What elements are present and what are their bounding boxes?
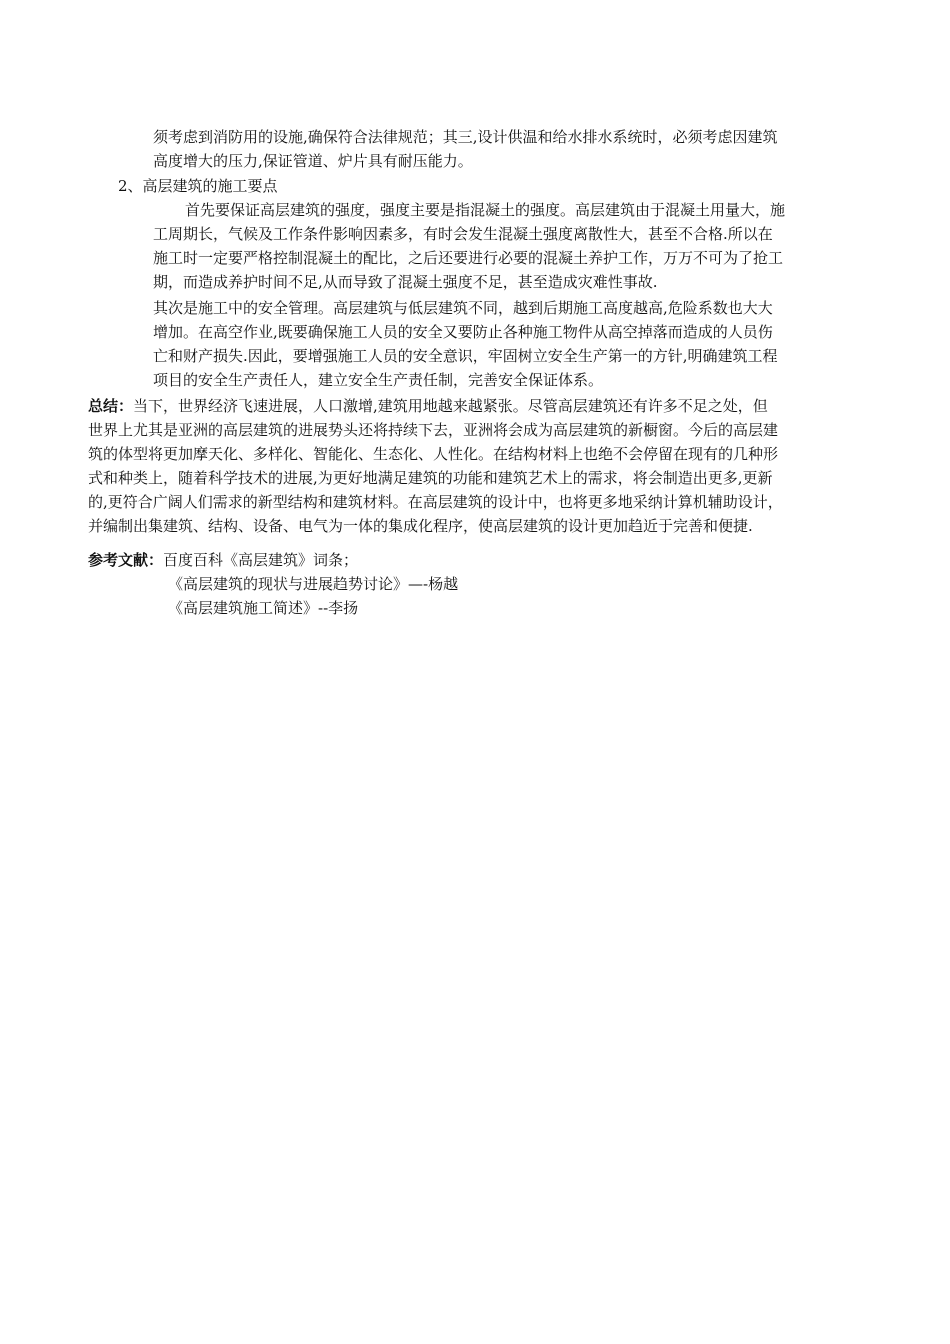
text-line: 高度增大的压力,保证管道、炉片具有耐压能力。 bbox=[153, 152, 473, 170]
section-2-heading bbox=[118, 174, 278, 198]
reference-item: 百度百科《高层建筑》词条； bbox=[163, 551, 359, 569]
text-line: 工周期长，气候及工作条件影响因素多，有时会发生混凝土强度离散性大，甚至不合格.所以在 bbox=[153, 225, 773, 243]
text-line: 式和种类上，随着科学技术的进展,为更好地满足建筑的功能和建筑艺术上的需求，将会制造出更多,更新 bbox=[88, 469, 773, 487]
text-line: 增加。在高空作业,既要确保施工人员的安全又要防止各种施工物件从高空掉落而造成的人员伤 bbox=[153, 323, 773, 341]
references-first-line bbox=[88, 548, 458, 572]
summary-text: 当下，世界经济飞速进展，人口激增,建筑用地越来越紧张。尽管高层建筑还有许多不足之处，但 bbox=[133, 397, 768, 415]
text-line: 筑的体型将更加摩天化、多样化、智能化、生态化、人性化。在结构材料上也绝不会停留在现有的几种形 bbox=[88, 445, 779, 463]
text-line: 世界上尤其是亚洲的高层建筑的进展势头还将持续下去，亚洲将会成为高层建筑的新橱窗。今后的高层建 bbox=[88, 421, 779, 439]
reference-item: 《高层建筑的现状与进展趋势讨论》—-杨越 bbox=[168, 575, 459, 593]
text-line: 的,更符合广阔人们需求的新型结构和建筑材料。在高层建筑的设计中，也将更多地采纳计算机辅助设计， bbox=[88, 493, 783, 511]
references-section bbox=[88, 548, 458, 620]
intro-continued-paragraph bbox=[153, 125, 778, 173]
section-2-paragraph-1 bbox=[153, 198, 785, 294]
text-line: 须考虑到消防用的设施,确保符合法律规范；其三,设计供温和给水排水系统时，必须考虑因建筑 bbox=[153, 128, 778, 146]
summary-label: 总结： bbox=[88, 397, 134, 415]
text-line: 项目的安全生产责任人，建立安全生产责任制，完善安全保证体系。 bbox=[153, 371, 604, 389]
summary-first-line bbox=[88, 394, 783, 418]
text-line: 首先要保证高层建筑的强度，强度主要是指混凝土的强度。高层建筑由于混凝土用量大，施 bbox=[185, 201, 786, 219]
summary-paragraph bbox=[88, 394, 783, 538]
section-heading: 2、高层建筑的施工要点 bbox=[118, 177, 278, 195]
section-2-paragraph-2 bbox=[153, 296, 778, 392]
text-line: 其次是施工中的安全管理。高层建筑与低层建筑不同，越到后期施工高度越高,危险系数也大大 bbox=[153, 299, 773, 317]
reference-item: 《高层建筑施工简述》--李扬 bbox=[168, 599, 359, 617]
text-line: 施工时一定要严格控制混凝土的配比，之后还要进行必要的混凝土养护工作，万万不可为了抢工 bbox=[153, 249, 784, 267]
text-line: 亡和财产损失.因此，要增强施工人员的安全意识，牢固树立安全生产第一的方针,明确建筑工程 bbox=[153, 347, 778, 365]
references-label: 参考文献： bbox=[88, 551, 164, 569]
text-line: 并编制出集建筑、结构、设备、电气为一体的集成化程序，使高层建筑的设计更加趋近于完善和便捷. bbox=[88, 517, 753, 535]
text-line: 期，而造成养护时间不足,从而导致了混凝土强度不足，甚至造成灾难性事故. bbox=[153, 273, 658, 291]
